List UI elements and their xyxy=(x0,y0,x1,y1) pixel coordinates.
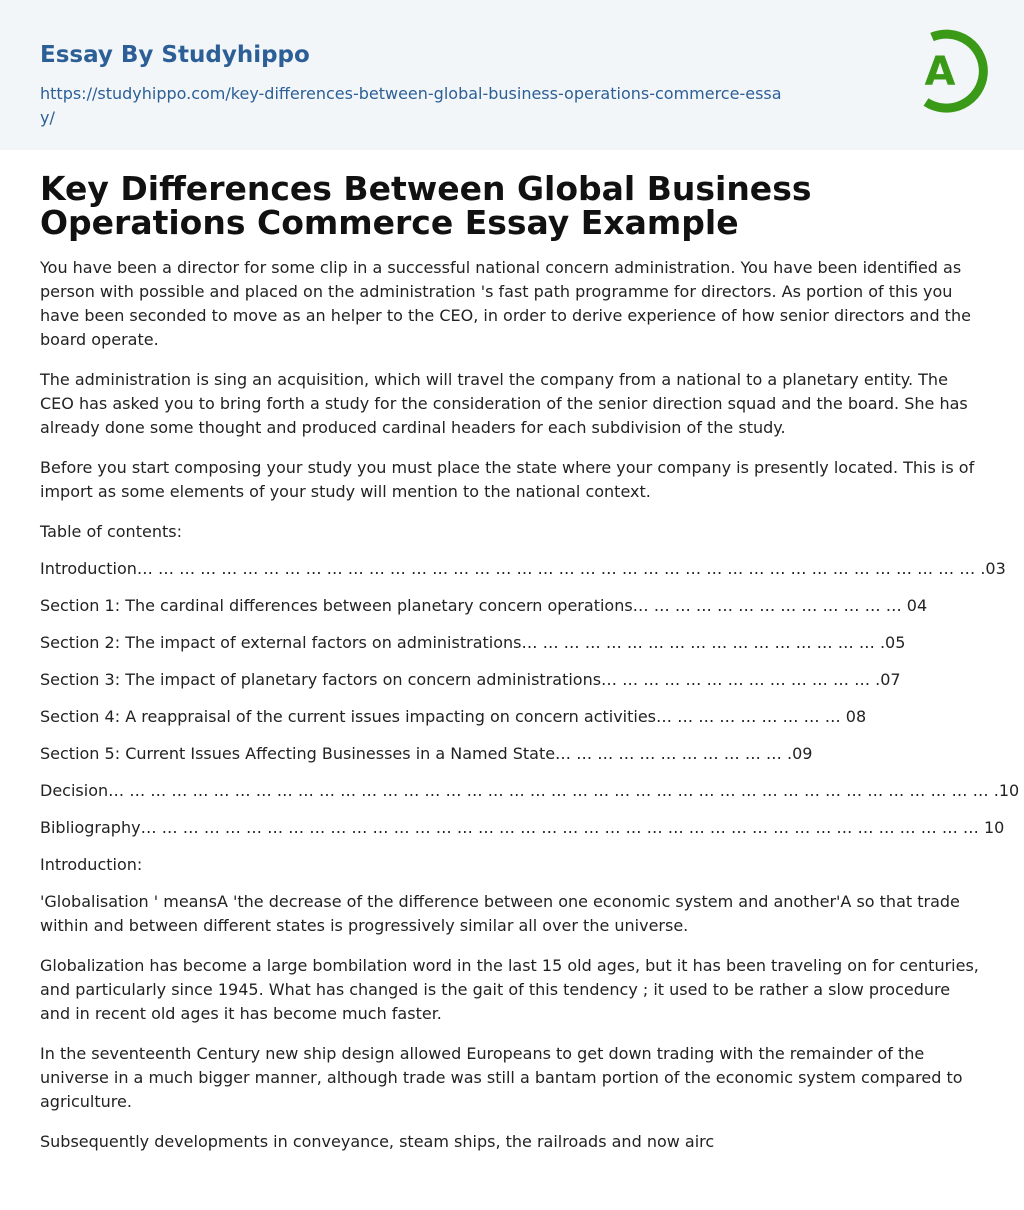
intro-paragraph: Before you start composing your study you must place the state where your company is presently located. This is of import as some elements of your study will mention to the national context. xyxy=(40,458,975,501)
toc-item: Section 5: Current Issues Affecting Businesses in a Named State… … … … … … … … … … … .09 xyxy=(40,744,813,763)
intro-paragraph: The administration is sing an acquisition, which will travel the company from a national to a planetary entity. The CEO has asked you to bring forth a study for the consideration of the senior direction squad and the board. She has already done some thought and produced cardinal headers for each subdivision of the study. xyxy=(40,370,968,437)
toc-item: Decision… … … … … … … … … … … … … … … … … … … … … … … … … … … … … … … … … … … … … … … … … … .10 xyxy=(40,781,1020,800)
section-heading: Introduction: xyxy=(40,855,143,874)
body-paragraph: Globalization has become a large bombilation word in the last 15 old ages, but it has been traveling on for centuries, and particularly since 1945. What has changed is the gait of this tendency ; it used to be rather a slow procedure and in recent old ages it has become much faster. xyxy=(40,956,979,1023)
toc-item: Section 4: A reappraisal of the current issues impacting on concern activities… … … … … … … … … 08 xyxy=(40,707,867,726)
brand-name[interactable]: Essay By Studyhippo xyxy=(40,42,310,68)
toc-item: Section 2: The impact of external factors on administrations… … … … … … … … … … … … … … … … … .05 xyxy=(40,633,906,652)
body-paragraph: In the seventeenth Century new ship design allowed Europeans to get down trading with the remainder of the universe in a much bigger manner, although trade was still a bantam portion of the economic system compared to agriculture. xyxy=(40,1044,963,1111)
toc-item: Section 1: The cardinal differences between planetary concern operations… … … … … … … … … … … … … 04 xyxy=(40,596,928,615)
article-title: Key Differences Between Global Business Operations Commerce Essay Example xyxy=(40,169,812,242)
studyhippo-logo-icon[interactable] xyxy=(910,28,988,116)
toc-item: Introduction… … … … … … … … … … … … … … … … … … … … … … … … … … … … … … … … … … … … … … … … .03 xyxy=(40,559,1006,578)
body-paragraph: Subsequently developments in conveyance, steam ships, the railroads and now airc xyxy=(40,1132,715,1151)
intro-paragraph: You have been a director for some clip in a successful national concern administration. You have been identified as person with possible and placed on the administration 's fast path programme for directors. As portion of this you have been seconded to move as an helper to the CEO, in order to derive experience of how senior directors and the board operate. xyxy=(40,258,971,349)
toc-item: Bibliography… … … … … … … … … … … … … … … … … … … … … … … … … … … … … … … … … … … … … … … … 10 xyxy=(40,818,1005,837)
body-paragraph: 'Globalisation ' meansA 'the decrease of the difference between one economic system and another'A so that trade within and between different states is progressively similar all over the universe. xyxy=(40,892,960,935)
logo-letter: A xyxy=(924,49,956,95)
site-header xyxy=(0,0,1024,150)
essay-url-link[interactable]: https://studyhippo.com/key-differences-between-global-business-operations-commerce-essay/ xyxy=(40,84,782,127)
article xyxy=(0,150,1024,1154)
toc-heading: Table of contents: xyxy=(40,522,182,541)
toc-item: Section 3: The impact of planetary factors on concern administrations… … … … … … … … … … … … … .07 xyxy=(40,670,901,689)
